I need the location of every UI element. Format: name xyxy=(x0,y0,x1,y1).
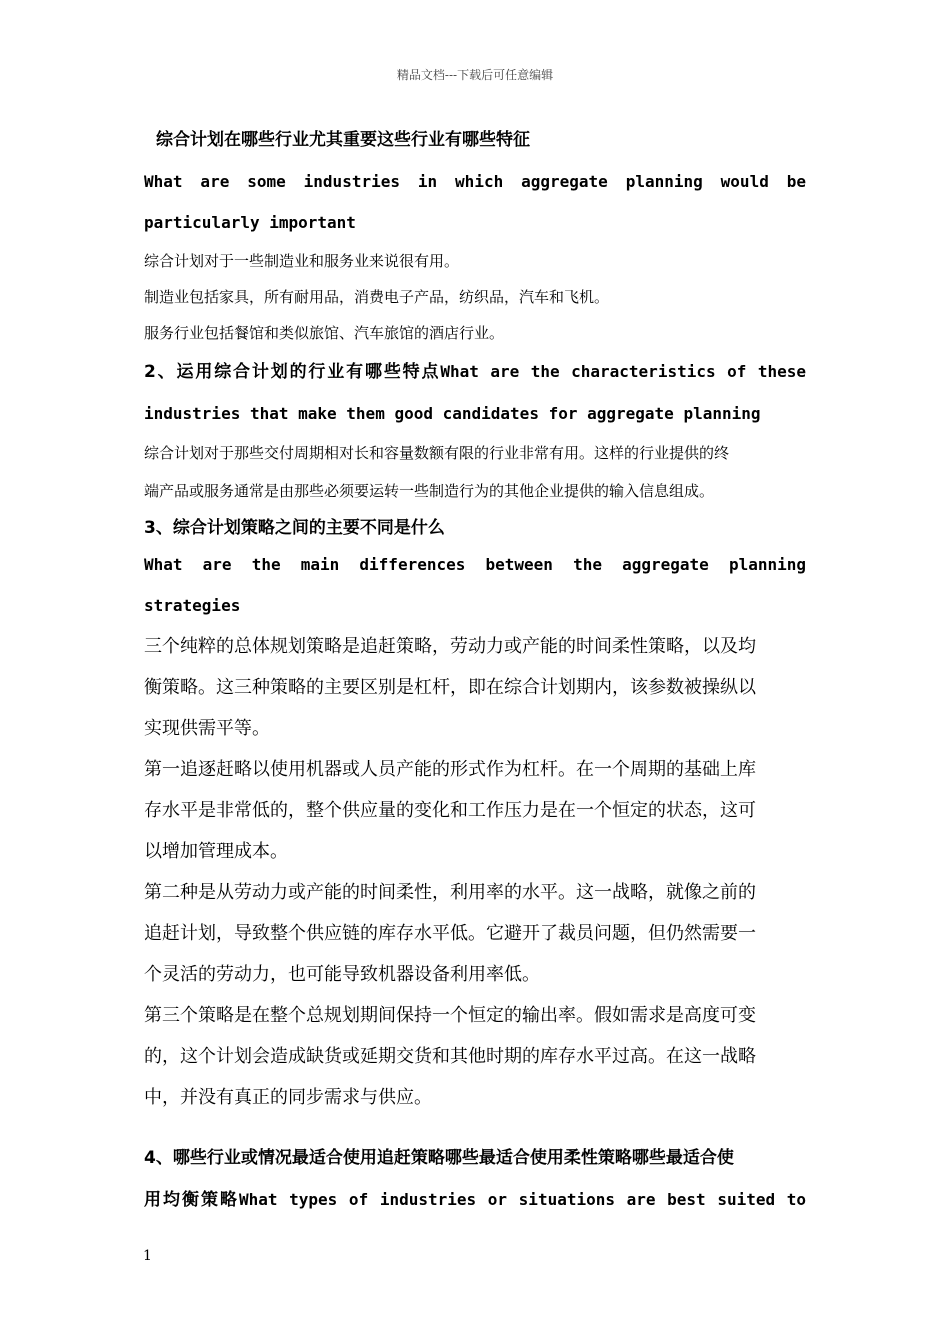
q3-para3-line2: 追赶计划，导致整个供应链的库存水平低。它避开了裁员问题，但仍然需要一 xyxy=(144,923,756,944)
section-spacer xyxy=(144,1118,806,1138)
q3-para2-line2: 存水平是非常低的，整个供应量的变化和工作压力是在一个恒定的状态，这可 xyxy=(144,800,756,821)
page-header: 精品文档---下载后可任意编辑 xyxy=(396,68,554,82)
q4-title-line1: 4、哪些行业或情况最适合使用追赶策略哪些最适合使用柔性策略哪些最适合使 xyxy=(144,1148,734,1168)
q4-title-line2 xyxy=(144,1179,806,1221)
q1-answer-p2: 制造业包括家具，所有耐用品，消费电子产品，纺织品，汽车和飞机。 xyxy=(144,288,610,306)
q1-answer-p1: 综合计划对于一些制造业和服务业来说很有用。 xyxy=(144,252,460,270)
q2-title-en1: What are the characteristics of these xyxy=(440,362,806,381)
q3-para4-line1: 第三个策略是在整个总规划期间保持一个恒定的输出率。假如需求是高度可变 xyxy=(144,1005,756,1026)
q3-para4-line3: 中，并没有真正的同步需求与供应。 xyxy=(144,1087,432,1108)
q2-title-en2: industries that make them good candidates for aggregate planning xyxy=(144,404,761,423)
q3-para3-line1: 第二种是从劳动力或产能的时间柔性，利用率的水平。这一战略，就像之前的 xyxy=(144,882,756,903)
q3-para1-line3: 实现供需平等。 xyxy=(144,718,270,739)
q2-answer-p1: 综合计划对于那些交付周期相对长和容量数额有限的行业非常有用。这样的行业提供的终 xyxy=(144,444,730,462)
q3-english-question xyxy=(144,544,806,626)
q3-para1-line1: 三个纯粹的总体规划策略是追赶策略，劳动力或产能的时间柔性策略，以及均 xyxy=(144,636,756,657)
q2-title-line2 xyxy=(144,393,806,435)
q1-answer-p3: 服务行业包括餐馆和类似旅馆、汽车旅馆的酒店行业。 xyxy=(144,324,505,342)
q3-paragraph-1 xyxy=(144,626,806,749)
q3-para2-line1: 第一追逐赶略以使用机器或人员产能的形式作为杠杆。在一个周期的基础上库 xyxy=(144,759,756,780)
q3-title: 3、综合计划策略之间的主要不同是什么 xyxy=(144,518,445,538)
q3-para3-line3: 个灵活的劳动力，也可能导致机器设备利用率低。 xyxy=(144,964,540,985)
q4-title-en: What types of industries or situations are best suited to xyxy=(238,1190,807,1209)
q3-paragraph-3 xyxy=(144,872,806,995)
q3-en-line2: strategies xyxy=(144,596,241,615)
document-body xyxy=(144,120,806,1221)
q3-para4-line2: 的，这个计划会造成缺货或延期交货和其他时期的库存水平过高。在这一战略 xyxy=(144,1046,756,1067)
q3-para1-line2: 衡策略。这三种策略的主要区别是杠杆，即在综合计划期内，该参数被操纵以 xyxy=(144,677,756,698)
q3-en-line1: What are the main differences between the aggregate planning xyxy=(144,555,806,574)
q1-en-line1: What are some industries in which aggregate planning would be xyxy=(144,172,806,191)
q1-english-question xyxy=(144,161,806,243)
q3-paragraph-4 xyxy=(144,995,806,1118)
q1-en-line2: particularly important xyxy=(144,213,356,232)
q2-answer-p2: 端产品或服务通常是由那些必须要运转一些制造行为的其他企业提供的输入信息组成。 xyxy=(144,482,715,500)
page-number: 1 xyxy=(143,1248,152,1264)
q3-paragraph-2 xyxy=(144,749,806,872)
q4-title-cn2: 用均衡策略 xyxy=(144,1190,239,1210)
q2-title xyxy=(144,351,806,393)
q1-title: 综合计划在哪些行业尤其重要这些行业有哪些特征 xyxy=(156,130,530,150)
q2-title-cn: 2、运用综合计划的行业有哪些特点 xyxy=(144,362,441,382)
q3-para2-line3: 以增加管理成本。 xyxy=(144,841,288,862)
